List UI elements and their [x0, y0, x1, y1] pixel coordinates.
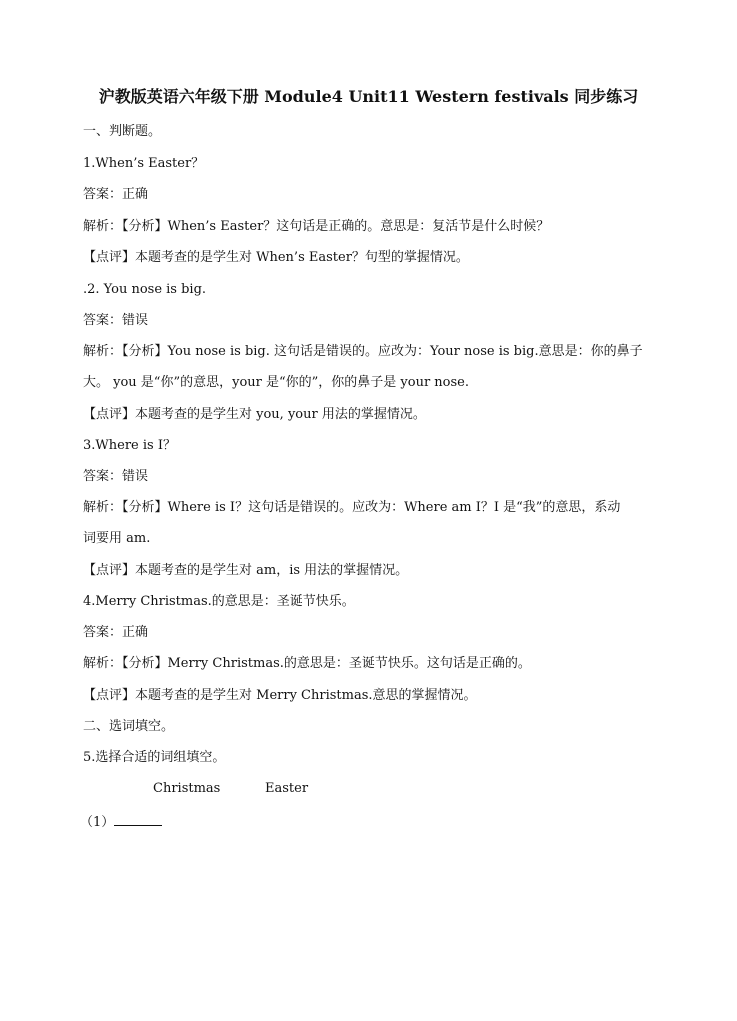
comment-1: 【点评】本题考查的是学生对 When’s Easter？句型的掌握情况。	[83, 250, 469, 265]
question-1: 1.When’s Easter？	[83, 156, 205, 171]
comment-2: 【点评】本题考查的是学生对 you, your 用法的掌握情况。	[83, 407, 426, 422]
question-4: 4.Merry Christmas.的意思是：圣诞节快乐。	[83, 594, 355, 609]
question-5: 5.选择合适的词组填空。	[83, 750, 226, 765]
analysis-3-line-2: 词要用 am.	[83, 531, 151, 546]
comment-4: 【点评】本题考查的是学生对 Merry Christmas.意思的掌握情况。	[83, 688, 477, 703]
question-2: .2. You nose is big.	[83, 282, 207, 297]
analysis-3-line-1: 解析：【分析】Where is I？这句话是错误的。应改为：Where am I？I 是“我”的意思，系动	[83, 500, 621, 515]
section-heading-judgement: 一、判断题。	[83, 124, 162, 139]
analysis-2-line-2: 大。 you 是“你”的意思，your 是“你的”，你的鼻子是 your nose.	[83, 375, 470, 390]
answer-2: 答案：错误	[83, 313, 149, 328]
answer-4: 答案：正确	[83, 625, 149, 640]
blank-label: （1）	[80, 815, 115, 830]
fill-blank-1	[80, 811, 670, 833]
analysis-4: 解析：【分析】Merry Christmas.的意思是：圣诞节快乐。这句话是正确的。	[83, 656, 531, 671]
analysis-2-line-1: 解析：【分析】You nose is big. 这句话是错误的。应改为：Your nose is big.意思是：你的鼻子	[83, 344, 643, 359]
section-heading-fill-in: 二、选词填空。	[83, 719, 175, 734]
page-title: 沪教版英语六年级下册 Module4 Unit11 Western festivals 同步练习	[98, 87, 639, 106]
blank-line[interactable]	[114, 811, 162, 826]
word-option-christmas: Christmas	[153, 781, 221, 796]
answer-1: 答案：正确	[83, 187, 149, 202]
comment-3: 【点评】本题考查的是学生对 am，is 用法的掌握情况。	[83, 563, 409, 578]
question-3: 3.Where is I？	[83, 438, 176, 453]
word-option-easter: Easter	[265, 781, 309, 796]
analysis-1: 解析：【分析】When’s Easter？这句话是正确的。意思是：复活节是什么时候？	[83, 219, 550, 234]
answer-3: 答案：错误	[83, 469, 149, 484]
